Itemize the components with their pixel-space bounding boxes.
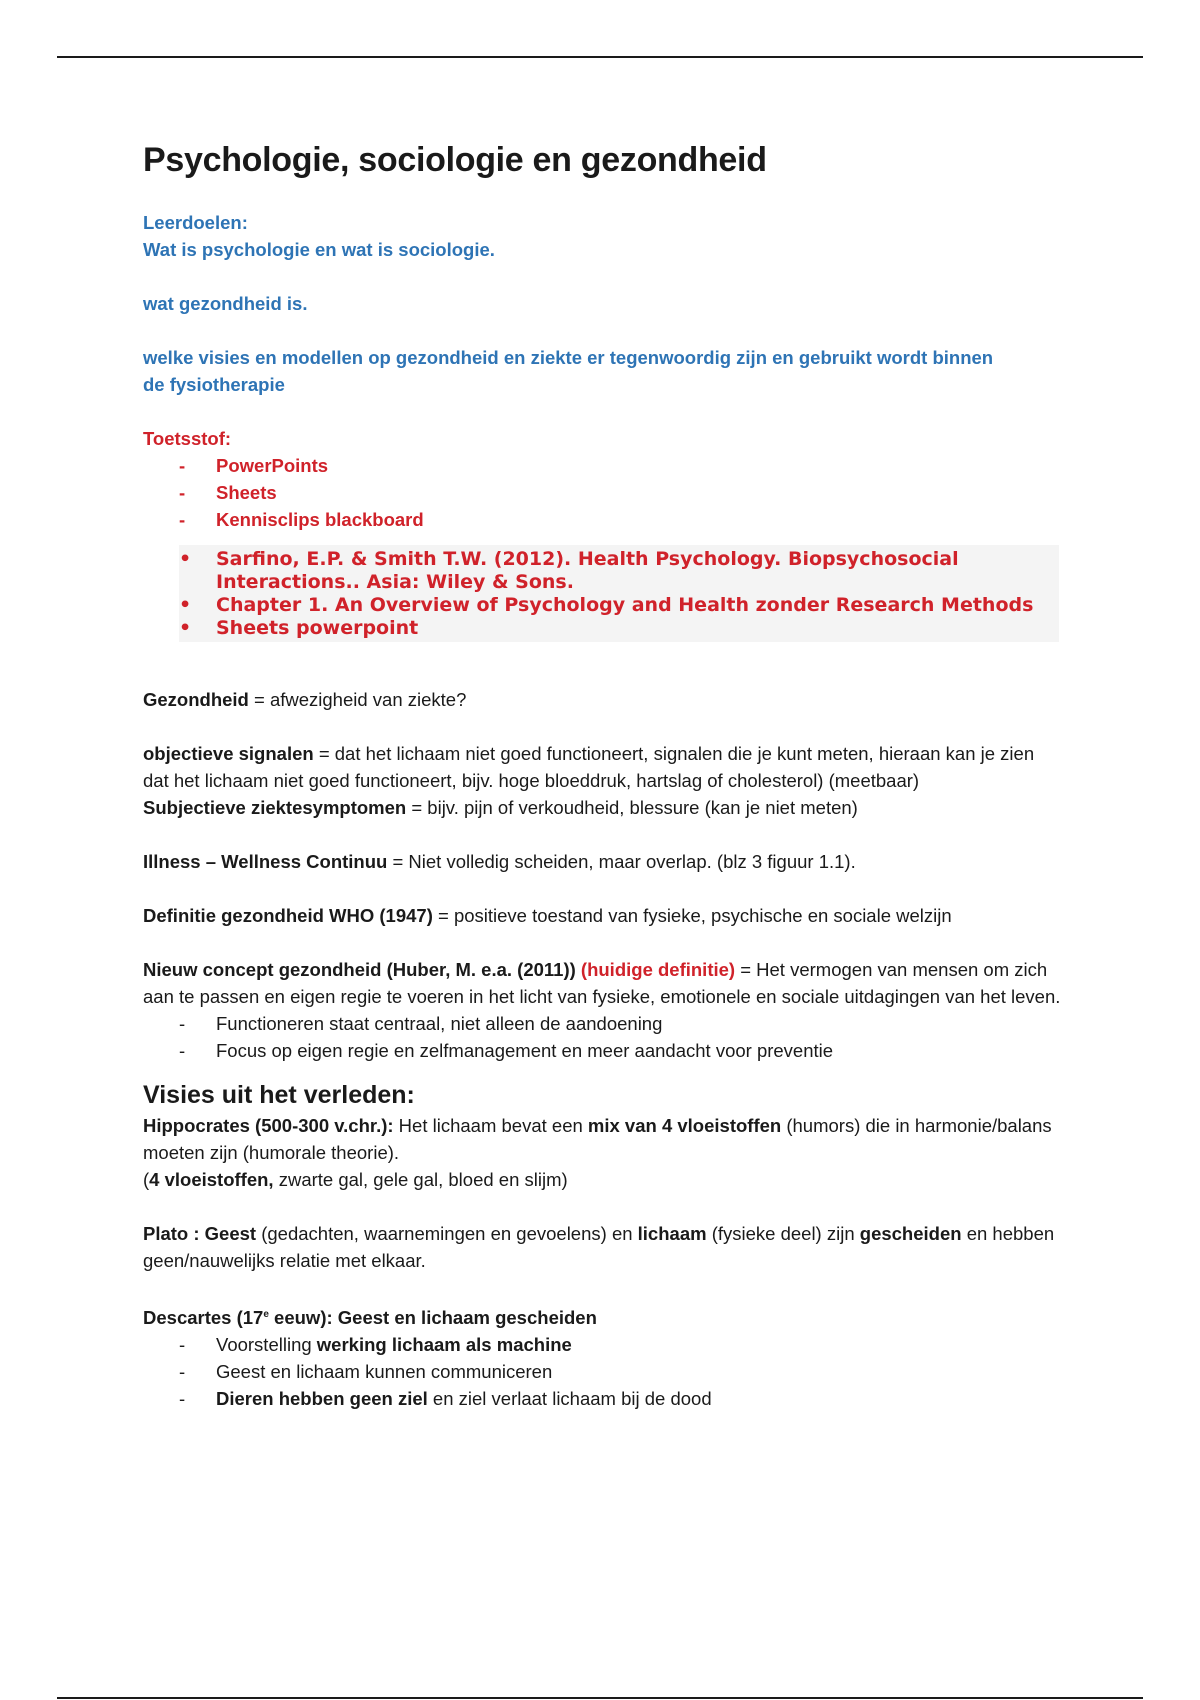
list-item: - Sheets bbox=[143, 479, 1063, 506]
document-page bbox=[143, 140, 1063, 1412]
page-title: Psychologie, sociologie en gezondheid bbox=[143, 141, 767, 179]
header-rule bbox=[57, 56, 1143, 58]
list-item: - Voorstelling werking lichaam als machine bbox=[143, 1331, 1063, 1358]
illness-wellness-continuum: Illness – Wellness Continuu = Niet volledig scheiden, maar overlap. (blz 3 figuur 1.1). bbox=[143, 850, 856, 872]
reference-item: • Sheets powerpoint bbox=[179, 617, 1059, 640]
list-item: - Kennisclips blackboard bbox=[143, 506, 1063, 533]
hippocrates-text: Hippocrates (500-300 v.chr.): Het lichaam bevat een mix van 4 vloeistoffen (humors) die in harmonie/balans moeten zijn (humorale theorie). (4 vloeistoffen, zwarte gal, gele gal, bloed en slijm) bbox=[143, 1114, 1052, 1190]
plato-text: Plato : Geest (gedachten, waarnemingen en gevoelens) en lichaam (fysieke deel) zijn gescheiden en hebben geen/nauwelijks relatie met elkaar. bbox=[143, 1222, 1055, 1271]
learning-goal-2: wat gezondheid is. bbox=[143, 292, 308, 314]
descartes-list bbox=[143, 1331, 1063, 1412]
list-item: - Dieren hebben geen ziel en ziel verlaat lichaam bij de dood bbox=[143, 1385, 1063, 1412]
subjective-symptoms: Subjectieve ziektesymptomen = bijv. pijn of verkoudheid, blessure (kan je niet meten) bbox=[143, 796, 858, 818]
list-item: - Functioneren staat centraal, niet alleen de aandoening bbox=[143, 1010, 1063, 1037]
list-item: - Focus op eigen regie en zelfmanagement en meer aandacht voor preventie bbox=[143, 1037, 1063, 1064]
references-list bbox=[179, 548, 1059, 640]
list-item: - PowerPoints bbox=[143, 452, 1063, 479]
objective-signals: objectieve signalen = dat het lichaam niet goed functioneert, signalen die je kunt meten, hieraan kan je zien dat het lichaam niet goed functioneert, bijv. hoge bloeddruk, hartslag of cholesterol) (meetbaar) bbox=[143, 742, 1035, 791]
test-material-list bbox=[143, 452, 1063, 533]
new-concept-list bbox=[143, 1010, 1063, 1064]
learning-goal-1: Wat is psychologie en wat is sociologie. bbox=[143, 238, 495, 260]
new-health-concept: Nieuw concept gezondheid (Huber, M. e.a. (2011)) (huidige definitie) = Het vermogen van mensen om zich aan te passen en eigen regie te voeren in het licht van fysieke, emotionele en sociale uitdagingen van het leven. bbox=[143, 958, 1061, 1007]
health-definition: Gezondheid = afwezigheid van ziekte? bbox=[143, 688, 467, 710]
learning-goal-3: welke visies en modellen op gezondheid en ziekte er tegenwoordig zijn en gebruikt wordt binnen de fysiotherapie bbox=[143, 346, 994, 395]
who-definition: Definitie gezondheid WHO (1947) = positieve toestand van fysieke, psychische en sociale welzijn bbox=[143, 904, 952, 926]
section-heading: Visies uit het verleden: bbox=[143, 1080, 415, 1109]
footer-rule bbox=[57, 1697, 1143, 1699]
list-item: - Geest en lichaam kunnen communiceren bbox=[143, 1358, 1063, 1385]
reference-item: • Sarfino, E.P. & Smith T.W. (2012). Health Psychology. Biopsychosocial Interactions.. Asia: Wiley & Sons. bbox=[179, 548, 1059, 594]
reference-item: • Chapter 1. An Overview of Psychology and Health zonder Research Methods bbox=[179, 594, 1059, 617]
references-box bbox=[179, 545, 1059, 642]
learning-goals-heading: Leerdoelen: bbox=[143, 211, 248, 233]
descartes-heading: Descartes (17e eeuw): Geest en lichaam gescheiden bbox=[143, 1306, 597, 1328]
test-material-heading: Toetsstof: bbox=[143, 427, 232, 449]
